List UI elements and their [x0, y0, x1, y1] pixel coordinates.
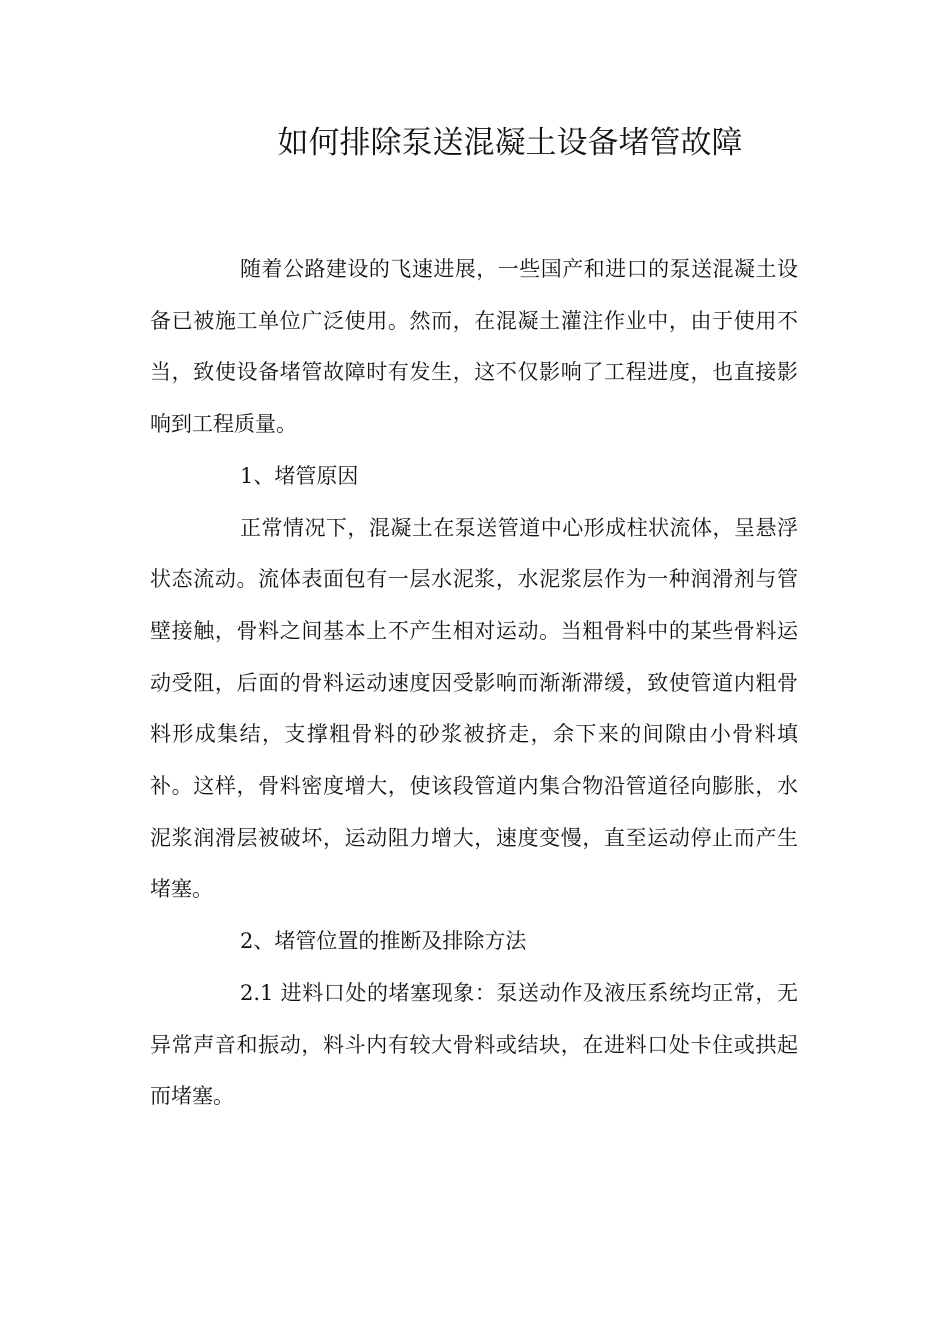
section-heading-2: 2、堵管位置的推断及排除方法 [240, 929, 527, 954]
document-title: 如何排除泵送混凝土设备堵管故障 [277, 125, 743, 161]
section-heading-1: 1、堵管原因 [240, 463, 359, 488]
paragraph-cause: 正常情况下，混凝土在泵送管道中心形成柱状流体，呈悬浮状态流动。流体表面包有一层水泥浆，水泥浆层作为一种润滑剂与管壁接触，骨料之间基本上不产生相对运动。当粗骨料中的某些骨料运动受阻，后面的骨料运动速度因受影响而渐渐滞缓，致使管道内粗骨料形成集结，支撑粗骨料的砂浆被挤走，余下来的间隙由小骨料填补。这样，骨料密度增大，使该段管道内集合物沿管道径向膨胀，水泥浆润滑层被破坏，运动阻力增大，速度变慢，直至运动停止而产生堵塞。 [150, 515, 798, 902]
paragraph-intro: 随着公路建设的飞速进展，一些国产和进口的泵送混凝土设备已被施工单位广泛使用。然而，在混凝土灌注作业中，由于使用不当，致使设备堵管故障时有发生，这不仅影响了工程进度，也直接影响到工程质量。 [150, 257, 798, 437]
paragraph-2-1: 2.1 进料口处的堵塞现象：泵送动作及液压系统均正常，无异常声音和振动，料斗内有较大骨料或结块，在进料口处卡住或拱起而堵塞。 [150, 980, 798, 1109]
document-body [150, 244, 798, 1123]
